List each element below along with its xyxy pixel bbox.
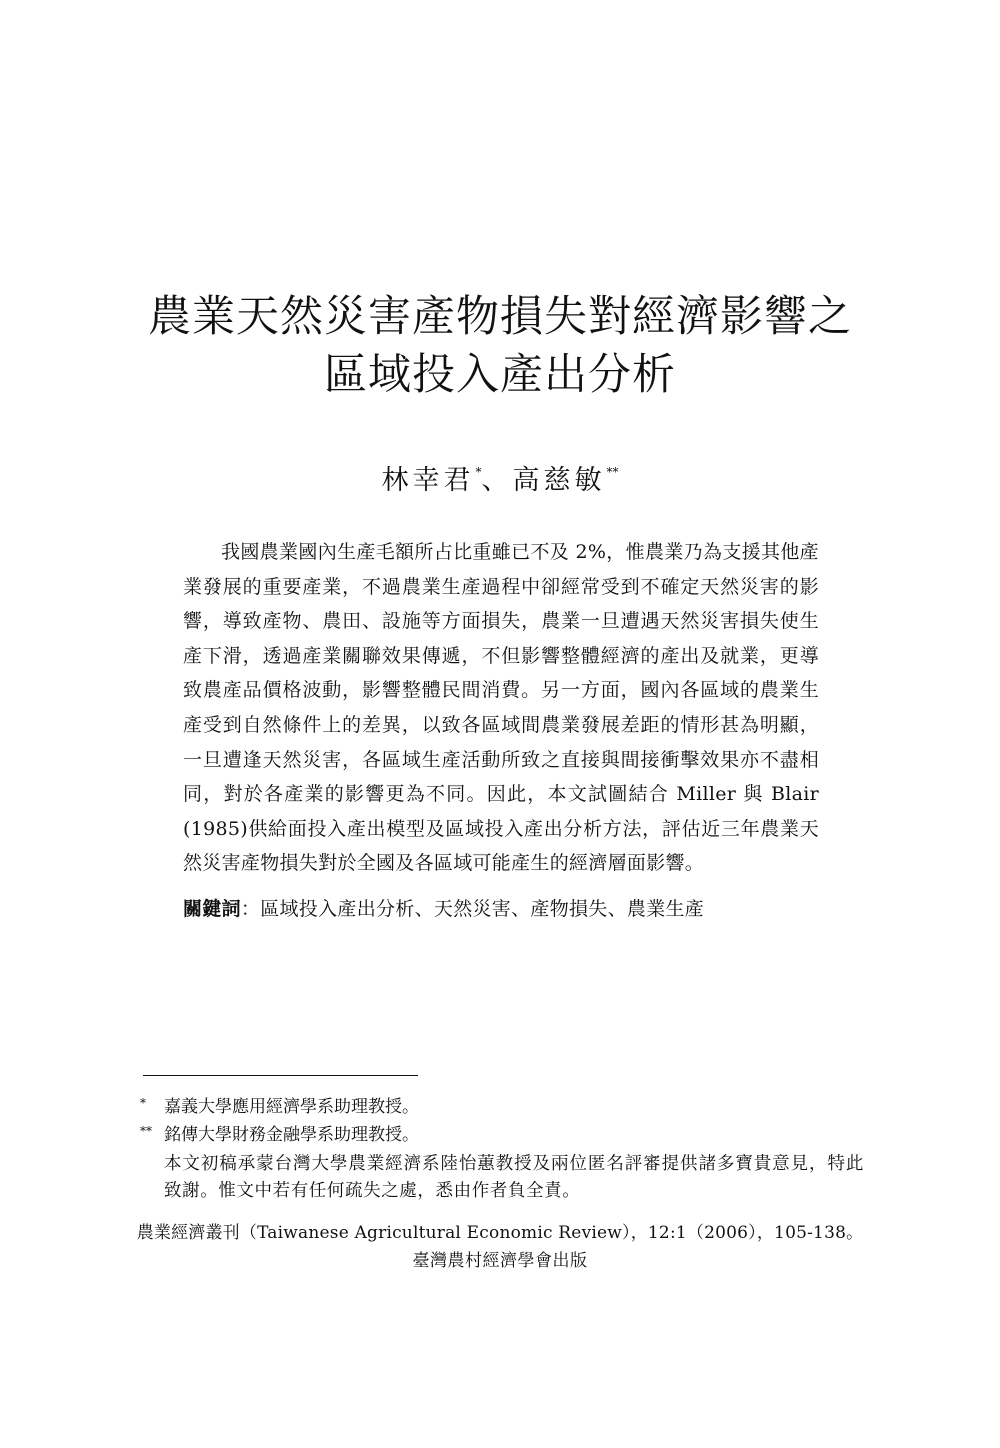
- keywords-text: ：區域投入產出分析、天然災害、產物損失、農業生產: [240, 898, 705, 920]
- publisher-line: 臺灣農村經濟學會出版: [412, 1251, 588, 1271]
- footnote-2-mark: **: [140, 1124, 152, 1138]
- abstract-paragraph: 我國農業國內生產毛額所占比重雖已不及 2%，惟農業乃為支援其他產業發展的重要產業，不過農業生產過程中卻經常受到不確定天然災害的影響，導致產物、農田、設施等方面損失，農業一旦遭遇天然災害損失使生產下滑，透過產業關聯效果傳遞，不但影響整體經濟的產出及就業，更導致農產品價格波動，影響整體民間消費。另一方面，國內各區域的農業生產受到自然條件上的差異，以致各區域間農業發展差距的情形甚為明顯，一旦遭逢天然災害，各區域生產活動所致之直接與間接衝擊效果亦不盡相同，對於各產業的影響更為不同。因此，本文試圖結合 Miller 與 Blair (1985)供給面投入產出模型及區域投入產出分析方法，評估近三年農業天然災害產物損失對於全國及各區域可能產生的經濟層面影響。: [183, 541, 819, 875]
- footnote-1-mark: *: [140, 1096, 146, 1110]
- author-list: [0, 458, 1000, 497]
- author-2: 高慈敏: [512, 465, 606, 496]
- author-1-footnote-mark: *: [475, 465, 482, 479]
- paper-title: [0, 288, 1000, 404]
- footnote-2-text: 銘傳大學財務金融學系助理教授。: [164, 1125, 419, 1145]
- title-line-1: 農業天然災害產物損失對經濟影響之: [148, 292, 852, 342]
- footnote-1-text: 嘉義大學應用經濟學系助理教授。: [164, 1097, 419, 1117]
- author-1: 林幸君: [381, 465, 475, 496]
- footnote-divider: [143, 1075, 418, 1076]
- author-separator: 、: [481, 465, 513, 496]
- footnote-1: [140, 1090, 870, 1120]
- keywords-label: 關鍵詞: [183, 898, 241, 920]
- journal-citation: 農業經濟叢刊（Taiwanese Agricultural Economic Review），12:1（2006），105-138。: [136, 1223, 864, 1243]
- acknowledgement-note: 本文初稿承蒙台灣大學農業經濟系陸怡蕙教授及兩位匿名評審提供諸多寶貴意見，特此致謝。惟文中若有任何疏失之處，悉由作者負全責。: [164, 1154, 864, 1201]
- title-line-2: 區域投入產出分析: [324, 350, 676, 400]
- author-2-footnote-mark: **: [606, 465, 619, 479]
- keywords-line: [183, 894, 823, 921]
- footnote-2: [140, 1118, 870, 1148]
